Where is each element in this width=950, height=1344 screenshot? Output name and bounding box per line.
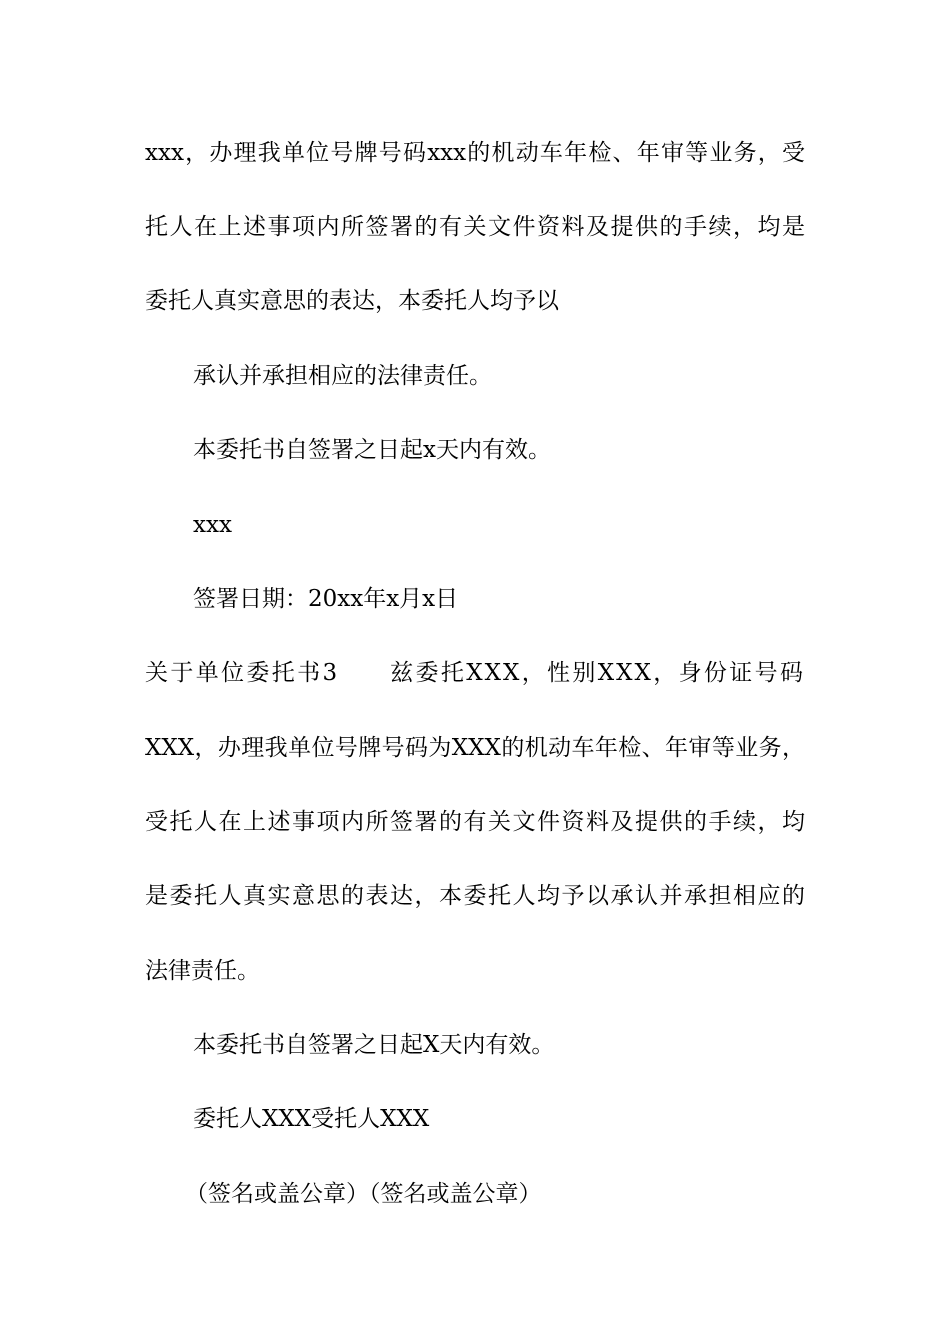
parties-line: 委托人XXX受托人XXX xyxy=(193,1106,430,1132)
text-line: 是委托人真实意思的表达，本委托人均予以承认并承担相应的 xyxy=(145,883,805,909)
text-line: xxx xyxy=(193,512,232,538)
signature-line: （签名或盖公章）（签名或盖公章） xyxy=(185,1181,542,1207)
text-line: 本委托书自签署之日起X天内有效。 xyxy=(193,1032,555,1058)
text-line: xxx，办理我单位号牌号码xxx的机动车年检、年审等业务，受 xyxy=(145,140,805,166)
text-line: 受托人在上述事项内所签署的有关文件资料及提供的手续，均 xyxy=(145,809,805,835)
text-line: XXX，办理我单位号牌号码为XXX的机动车年检、年审等业务， xyxy=(145,735,805,761)
section-heading-line: 关于单位委托书3 兹委托XXX，性别XXX，身份证号码 xyxy=(145,660,805,686)
text-line: 本委托书自签署之日起x天内有效。 xyxy=(193,437,551,463)
text-line: 法律责任。 xyxy=(145,958,260,984)
signing-date: 签署日期：20xx年x月x日 xyxy=(193,586,459,612)
text-line: 承认并承担相应的法律责任。 xyxy=(193,363,492,389)
text-line: 托人在上述事项内所签署的有关文件资料及提供的手续，均是 xyxy=(145,214,805,240)
text-line: 委托人真实意思的表达，本委托人均予以 xyxy=(145,288,559,314)
